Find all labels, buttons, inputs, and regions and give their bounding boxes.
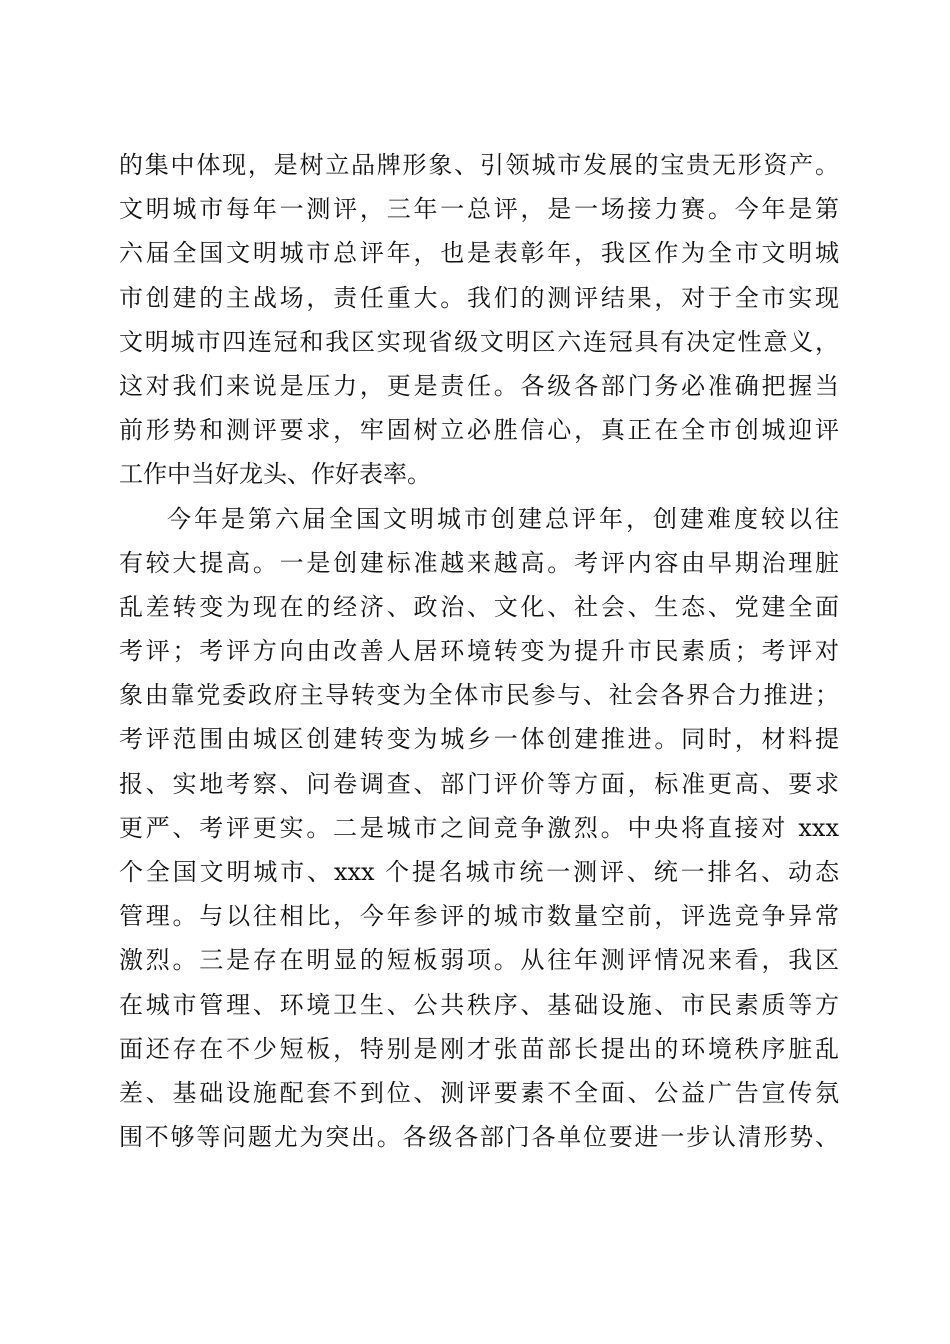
text-line: 围不够等问题尤为突出。各级各部门各单位要进一步认清形势、 [119,1123,839,1152]
document-body [119,143,839,1159]
text-line: 报、实地考察、问卷调查、部门评价等方面，标准更高、要求 [119,769,839,798]
text-line: 工作中当好龙头、作好表率。 [119,460,431,489]
text-line: 文明城市每年一测评，三年一总评，是一场接力赛。今年是第 [119,195,839,224]
text-line: 今年是第六届全国文明城市创建总评年，创建难度较以往 [167,504,839,533]
paragraph-2 [119,497,839,1160]
text-line: 的集中体现，是树立品牌形象、引领城市发展的宝贵无形资产。 [119,151,839,179]
text-line: 管理。与以往相比，今年参评的城市数量空前，评选竞争异常 [119,902,839,931]
paragraph-1 [119,143,839,497]
text-line: 六届全国文明城市总评年，也是表彰年，我区作为全市文明城 [119,239,839,268]
text-line: 面还存在不少短板，特别是刚才张苗部长提出的环境秩序脏乱 [119,1034,839,1063]
text-line: 个全国文明城市、xxx 个提名城市统一测评、统一排名、动态 [119,858,839,886]
text-line: 考评；考评方向由改善人居环境转变为提升市民素质；考评对 [119,637,839,666]
text-line: 激烈。三是存在明显的短板弱项。从往年测评情况来看，我区 [119,946,839,975]
text-line: 乱差转变为现在的经济、政治、文化、社会、生态、党建全面 [119,592,839,621]
text-line: 市创建的主战场，责任重大。我们的测评结果，对于全市实现 [119,283,839,312]
text-line: 象由靠党委政府主导转变为全体市民参与、社会各界合力推进； [119,681,839,710]
text-line: 文明城市四连冠和我区实现省级文明区六连冠具有决定性意义， [119,327,839,356]
text-line: 更严、考评更实。二是城市之间竞争激烈。中央将直接对 xxx [119,813,839,842]
text-line: 前形势和测评要求，牢固树立必胜信心，真正在全市创城迎评 [119,416,839,445]
text-line: 差、基础设施配套不到位、测评要素不全面、公益广告宣传氛 [119,1078,839,1107]
text-line: 有较大提高。一是创建标准越来越高。考评内容由早期治理脏 [119,548,839,577]
text-line: 在城市管理、环境卫生、公共秩序、基础设施、市民素质等方 [119,990,839,1019]
text-line: 这对我们来说是压力，更是责任。各级各部门务必准确把握当 [119,371,839,400]
text-line: 考评范围由城区创建转变为城乡一体创建推进。同时，材料提 [119,725,839,754]
